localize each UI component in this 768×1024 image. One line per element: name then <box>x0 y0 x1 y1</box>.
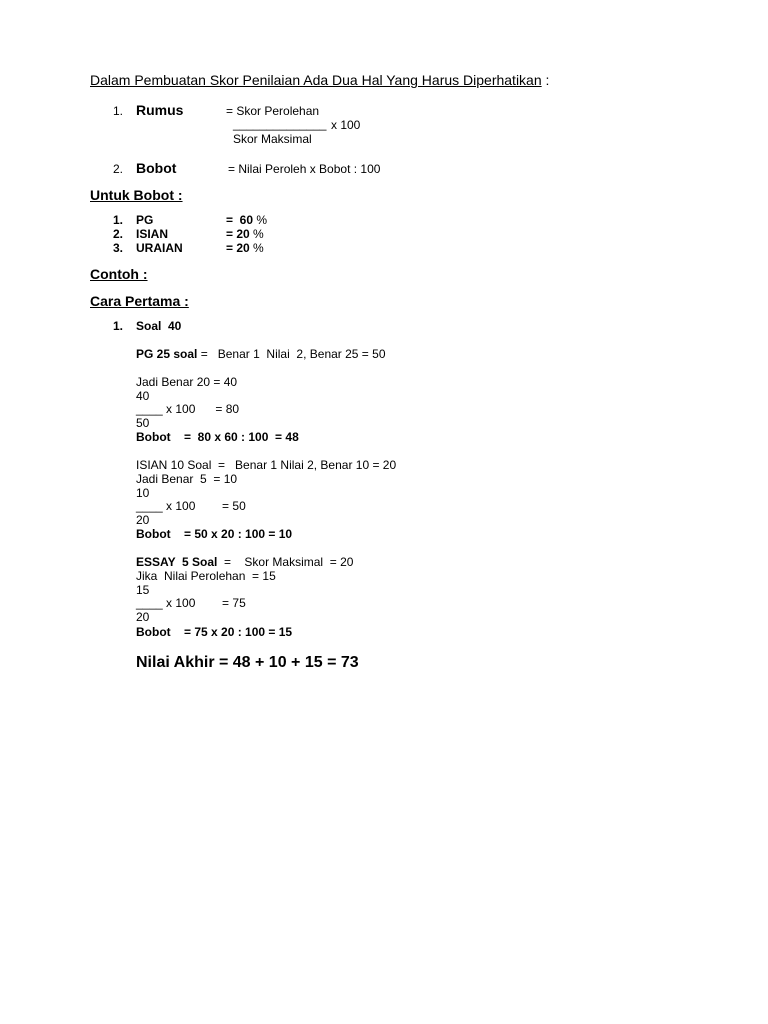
weight-value-uraian: = 20 % <box>226 241 264 255</box>
isian-denominator: 20 <box>136 513 150 527</box>
soal-label: Soal 40 <box>136 319 182 333</box>
rumus-label: Rumus <box>136 102 184 118</box>
pg-fraction-line: ____ x 100 = 80 <box>136 402 240 416</box>
list-number: 2. <box>113 162 124 176</box>
cara-pertama-heading: Cara Pertama : <box>90 293 189 309</box>
isian-heading: ISIAN 10 Soal = Benar 1 Nilai 2, Benar 10 = 20 <box>136 458 397 472</box>
pg-numerator: 40 <box>136 389 150 403</box>
weight-label-isian: ISIAN <box>136 227 169 241</box>
rumus-numerator: = Skor Perolehan <box>226 104 320 118</box>
pg-denominator: 50 <box>136 416 150 430</box>
rumus-fraction-bar: ______________ <box>233 117 327 131</box>
essay-bobot: Bobot = 75 x 20 : 100 = 15 <box>136 625 293 639</box>
pg-jadi-benar: Jadi Benar 20 = 40 <box>136 375 238 389</box>
list-number: 1. <box>113 319 124 333</box>
isian-numerator: 10 <box>136 486 150 500</box>
untuk-bobot-heading: Untuk Bobot : <box>90 187 183 203</box>
list-number: 3. <box>113 241 124 255</box>
document-title: Dalam Pembuatan Skor Penilaian Ada Dua Hal Yang Harus Diperhatikan : <box>90 72 550 88</box>
bobot-label: Bobot <box>136 160 177 176</box>
essay-denominator: 20 <box>136 610 150 624</box>
bobot-formula: = Nilai Peroleh x Bobot : 100 <box>228 162 381 176</box>
weight-value-isian: = 20 % <box>226 227 264 241</box>
essay-fraction-line: ____ x 100 = 75 <box>136 596 246 610</box>
essay-numerator: 15 <box>136 583 150 597</box>
isian-bobot: Bobot = 50 x 20 : 100 = 10 <box>136 527 293 541</box>
pg-bobot: Bobot = 80 x 60 : 100 = 48 <box>136 430 299 444</box>
rumus-multiplier: x 100 <box>331 118 361 132</box>
isian-fraction-line: ____ x 100 = 50 <box>136 499 246 513</box>
pg-heading: PG 25 soal = Benar 1 Nilai 2, Benar 25 = 50 <box>136 347 386 361</box>
weight-label-pg: PG <box>136 213 154 227</box>
nilai-akhir: Nilai Akhir = 48 + 10 + 15 = 73 <box>136 654 359 671</box>
contoh-heading: Contoh : <box>90 266 148 282</box>
rumus-denominator: Skor Maksimal <box>233 132 312 146</box>
weight-label-uraian: URAIAN <box>136 241 183 255</box>
essay-jika-nilai: Jika Nilai Perolehan = 15 <box>136 569 276 583</box>
weight-value-pg: = 60 % <box>226 213 268 227</box>
list-number: 1. <box>113 213 124 227</box>
essay-heading: ESSAY 5 Soal = Skor Maksimal = 20 <box>136 555 354 569</box>
isian-jadi-benar: Jadi Benar 5 = 10 <box>136 472 238 486</box>
list-number: 1. <box>113 104 124 118</box>
list-number: 2. <box>113 227 124 241</box>
